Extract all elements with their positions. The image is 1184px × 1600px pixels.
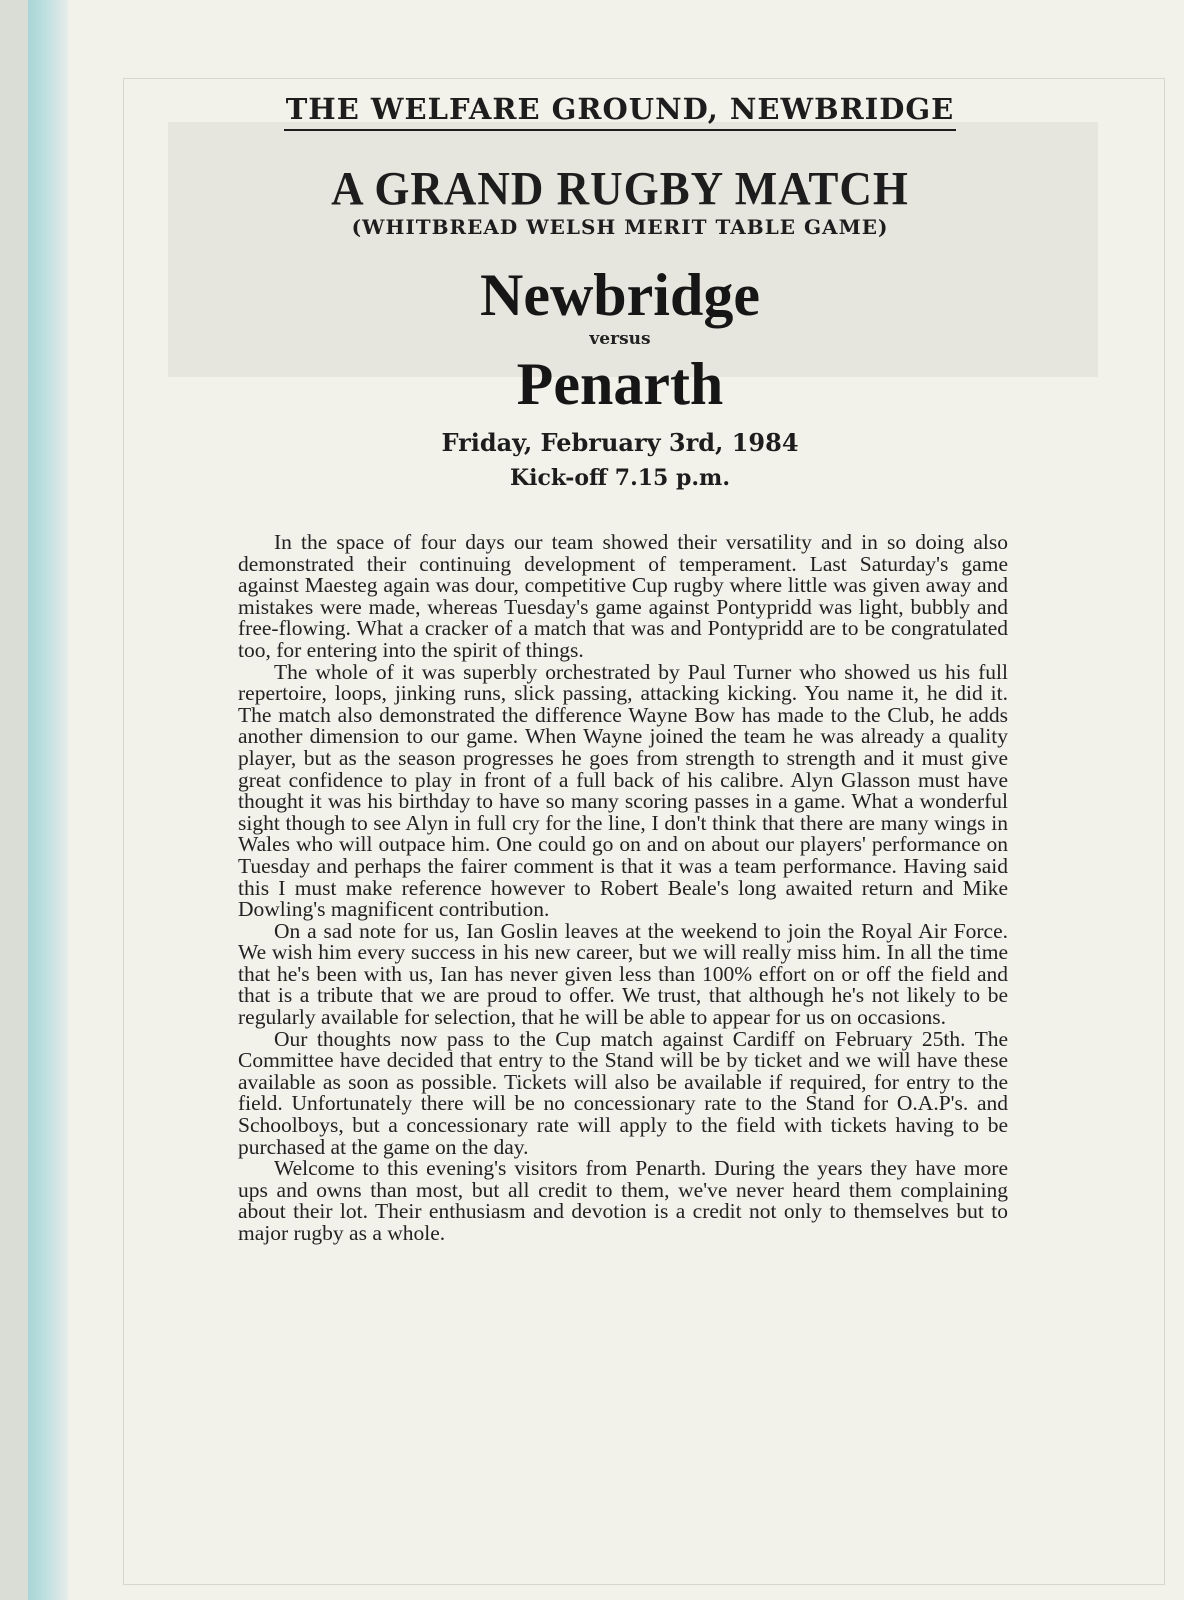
article-paragraph: Our thoughts now pass to the Cup match against Cardiff on February 25th. The Committee have decided that entry to the Stand will be by ticket and we will have these available as soon as possible. Tickets will also be available if required, for entry to the field. Unfortunately there will be no concessionary rate to the Stand for O.A.P's. and Schoolboys, but a concessionary rate will apply to the field with tickets having to be purchased at the game on the day. (238, 1026, 1008, 1159)
away-team: Penarth (516, 351, 724, 417)
home-team: Newbridge (480, 262, 760, 328)
article-paragraph: In the space of four days our team showed their versatility and in so doing also demonstrated their continuing development of temperament. Last Saturday's game against Maesteg again was dour, competitive Cup rugby where little was given away and mistakes were made, whereas Tuesday's game against Pontypridd was light, bubbly and free-flowing. What a cracker of a match that was and Pontypridd are to be congratulated too, for entering into the spirit of things. (238, 530, 1008, 662)
match-header (120, 92, 1120, 491)
article-paragraph: The whole of it was superbly orchestrated by Paul Turner who showed us his full repertoire, loops, jinking runs, slick passing, attacking kicking. You name it, he did it. The match also demonstrated the difference Wayne Bow has made to the Club, he adds another dimension to our game. When Wayne joined the team he was already a quality player, but as the season progresses he goes from strength to strength and it must give great confidence to play in front of a full back of his calibre. Alyn Glasson must have thought it was his birthday to have so many scoring passes in a game. What a wonderful sight though to see Alyn in full cry for the line, I don't think that there are many wings in Wales who will outpace him. One could go on and on about our players' performance on Tuesday and perhaps the fairer comment is that it was a team performance. Having said this I must make reference however to Robert Beale's long awaited return and Mike Dowling's magnificent contribution. (238, 659, 1008, 922)
article-paragraph: On a sad note for us, Ian Goslin leaves at the weekend to join the Royal Air Force. We wish him every success in his new career, but we will really miss him. In all the time that he's been with us, Ian has never given less than 100% effort on or off the field and that is a tribute that we are proud to offer. We trust, that although he's not likely to be regularly available for selection, that he will be able to appear for us on occasions. (238, 918, 1008, 1030)
match-title: A GRAND RUGBY MATCH (331, 162, 909, 216)
venue-heading: THE WELFARE GROUND, NEWBRIDGE (284, 92, 957, 131)
article-body (238, 532, 1008, 1245)
kickoff-time: Kick-off 7.15 p.m. (510, 465, 730, 491)
article-paragraph: Welcome to this evening's visitors from Penarth. During the years they have more ups and owns than most, but all credit to them, we've never heard them complaining about their lot. Their enthusiasm and devotion is a credit not only to themselves but to major rugby as a whole. (238, 1156, 1008, 1245)
match-subtitle: (WHITBREAD WELSH MERIT TABLE GAME) (351, 215, 889, 239)
versus-label: versus (589, 329, 651, 349)
binding-strip (28, 0, 68, 1600)
match-date: Friday, February 3rd, 1984 (441, 428, 799, 457)
